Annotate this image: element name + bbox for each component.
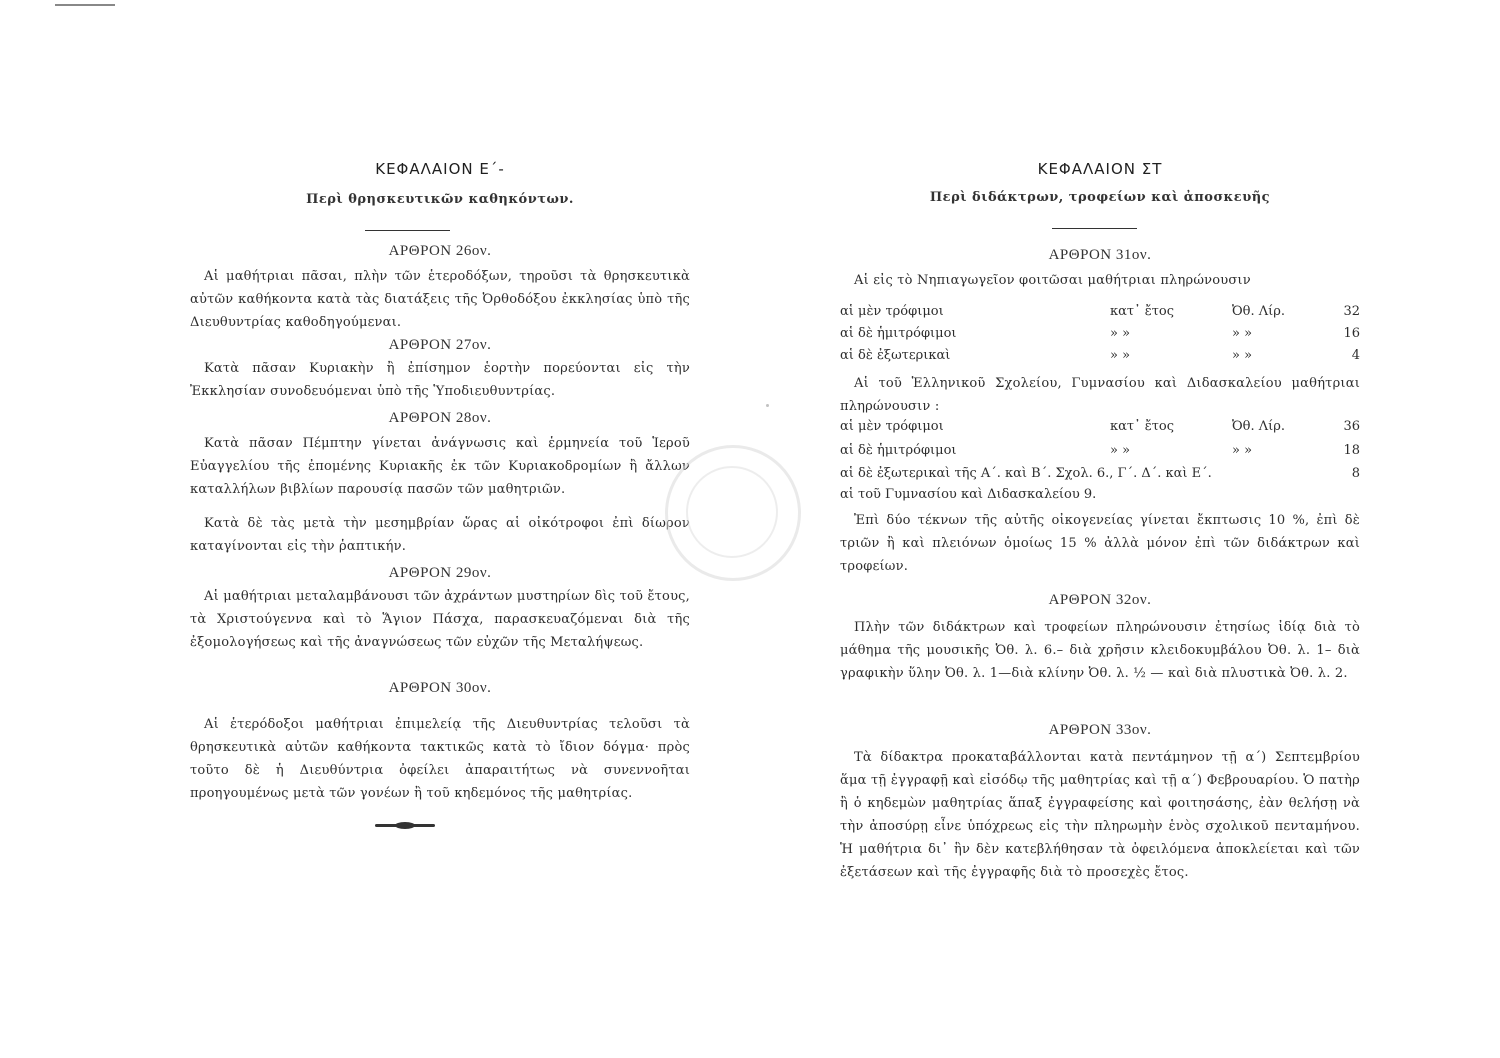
fee-row: [840, 487, 1360, 509]
fee-row: [840, 443, 1360, 465]
scan-edge-mark: [55, 4, 115, 6]
chapter-title: ΚΕΦΑΛΑΙΟΝ Ε΄-: [375, 160, 505, 178]
fee-period: κατ᾽ ἔτος: [1110, 304, 1175, 319]
chapter-subtitle: Περὶ διδάκτρων, τροφείων καὶ ἀποσκευῆς: [929, 190, 1271, 205]
fee-period: » »: [1110, 348, 1131, 363]
left-page: [190, 0, 690, 1058]
article-paragraph: Κατὰ πᾶσαν Πέμπτην γίνεται ἀνάγνωσις καὶ ἑρμηνεία τοῦ Ἱεροῦ Εὐαγγελίου τῆς ἐπομένης Κυριακῆς ἐκ τῶν Κυριακοδρομίων ἢ ἄλλων καταλλήλων βιβλίων παρουσίᾳ πασῶν τῶν μαθητριῶν.: [190, 436, 690, 497]
fee-row: [840, 466, 1360, 488]
fee-value: 16: [1343, 326, 1360, 341]
article-paragraph: Πλὴν τῶν διδάκτρων καὶ τροφείων πληρώνουσιν ἐτησίως ἰδίᾳ διὰ τὸ μάθημα τῆς μουσικῆς Ὀθ. λ. 6.– διὰ χρῆσιν κλειδοκυμβάλου Ὀθ. λ. 1– διὰ γραφικὴν ὕλην Ὀθ. λ. 1—διὰ κλίνην Ὀθ. λ. ½ — καὶ διὰ πλυστικὰ Ὀθ. λ. 2.: [840, 620, 1360, 681]
fee-label: αἱ μὲν τρόφιμοι: [840, 419, 944, 434]
fee-label: αἱ δὲ ἡμιτρόφιμοι: [840, 326, 957, 341]
article-title: ΑΡΘΡΟΝ 28ον.: [388, 410, 492, 426]
article-title: ΑΡΘΡΟΝ 31ον.: [1048, 247, 1152, 263]
title-rule: [365, 230, 450, 231]
fee-label: αἱ μὲν τρόφιμοι: [840, 304, 944, 319]
fee-label: αἱ τοῦ Γυμνασίου καὶ Διδασκαλείου 9.: [840, 487, 1097, 502]
article-title: ΑΡΘΡΟΝ 30ον.: [388, 680, 492, 696]
fee-label: αἱ δὲ ἐξωτερικαὶ τῆς Α΄. καὶ Β΄. Σχολ. 6., Γ΄. Δ΄. καὶ Ε΄.: [840, 466, 1212, 481]
article-title: ΑΡΘΡΟΝ 33ον.: [1048, 722, 1152, 738]
fee-period: κατ᾽ ἔτος: [1110, 419, 1175, 434]
article-paragraph: Αἱ ἑτερόδοξοι μαθήτριαι ἐπιμελείᾳ τῆς Διευθυντρίας τελοῦσι τὰ θρησκευτικὰ αὐτῶν καθήκοντα τακτικῶς κατὰ τὸ ἴδιον δόγμα· πρὸς τοῦτο δὲ ἡ Διευθύντρια ὀφείλει ἀπαραιτήτως νὰ συνεννοῆται προηγουμένως μετὰ τῶν γονέων ἢ τοῦ κηδεμόνος τῆς μαθητρίας.: [190, 717, 690, 801]
article-paragraph: Τὰ δίδακτρα προκαταβάλλονται κατὰ πεντάμηνον τῇ α΄) Σεπτεμβρίου ἅμα τῇ ἐγγραφῇ καὶ εἰσόδῳ τῆς μαθητρίας καὶ τῇ α΄) Φεβρουαρίου. Ὁ πατὴρ ἢ ὁ κηδεμὼν μαθητρίας ἅπαξ ἐγγραφείσης καὶ φοιτησάσης, ἐὰν θελήσῃ νὰ τὴν ἀποσύρῃ εἶνε ὑπόχρεως εἰς τὴν πληρωμὴν ἑνὸς σχολικοῦ πενταμήνου. Ἡ μαθήτρια δι᾽ ἣν δὲν κατεβλήθησαν τὰ ὀφειλόμενα ἀποκλείεται καὶ τῶν ἐξετάσεων καὶ τῆς ἐγγραφῆς διὰ τὸ προσεχὲς ἔτος.: [840, 750, 1360, 880]
fee-currency: » »: [1232, 326, 1253, 341]
fee-currency: » »: [1232, 348, 1253, 363]
scan-speck: [766, 404, 769, 407]
title-rule: [1052, 228, 1137, 229]
fee-period: » »: [1110, 326, 1131, 341]
article-title: ΑΡΘΡΟΝ 32ον.: [1048, 592, 1152, 608]
fee-value: 32: [1343, 304, 1360, 319]
article-paragraph: Αἱ μαθήτριαι πᾶσαι, πλὴν τῶν ἑτεροδόξων, τηροῦσι τὰ θρησκευτικὰ αὐτῶν καθήκοντα κατὰ τὰς διατάξεις τῆς Ὀρθοδόξου ἐκκλησίας ὑπὸ τῆς Διευθυντρίας καθοδηγούμεναι.: [190, 269, 690, 330]
end-ornament: [375, 824, 435, 827]
fee-currency: Ὀθ. Λίρ.: [1232, 304, 1286, 319]
right-page: [840, 0, 1360, 1058]
fee-label: αἱ δὲ ἡμιτρόφιμοι: [840, 443, 957, 458]
fee-value: 36: [1343, 419, 1360, 434]
chapter-subtitle: Περὶ θρησκευτικῶν καθηκόντων.: [306, 192, 574, 207]
fee-value: 8: [1351, 466, 1360, 481]
fee-currency: » »: [1232, 443, 1253, 458]
watermark-seal: [665, 445, 801, 581]
fee-value: 4: [1351, 348, 1360, 363]
fee-row: [840, 419, 1360, 441]
article-paragraph: Αἱ τοῦ Ἑλληνικοῦ Σχολείου, Γυμνασίου καὶ Διδασκαλείου μαθήτριαι πληρώνουσιν :: [840, 376, 1360, 414]
fee-value: 18: [1343, 443, 1360, 458]
fee-label: αἱ δὲ ἐξωτερικαὶ: [840, 348, 951, 363]
fee-row: [840, 326, 1360, 348]
article-paragraph: Κατὰ πᾶσαν Κυριακὴν ἢ ἐπίσημον ἑορτὴν πορεύονται εἰς τὴν Ἐκκλησίαν συνοδευόμεναι ὑπὸ τῆς Ὑποδιευθυντρίας.: [190, 361, 690, 399]
article-title: ΑΡΘΡΟΝ 27ον.: [388, 337, 492, 353]
article-paragraph: Αἱ μαθήτριαι μεταλαμβάνουσι τῶν ἀχράντων μυστηρίων δὶς τοῦ ἔτους, τὰ Χριστούγεννα καὶ τὸ Ἅγιον Πάσχα, παρασκευαζόμεναι διὰ τῆς ἐξομολογήσεως καὶ τῆς ἀναγνώσεως τῶν εὐχῶν τῆς Μεταλήψεως.: [190, 589, 690, 650]
chapter-title: ΚΕΦΑΛΑΙΟΝ ΣΤ: [1037, 160, 1163, 178]
article-title: ΑΡΘΡΟΝ 29ον.: [388, 565, 492, 581]
fee-row: [840, 348, 1360, 370]
article-title: ΑΡΘΡΟΝ 26ον.: [388, 243, 492, 259]
article-paragraph: Αἱ εἰς τὸ Νηπιαγωγεῖον φοιτῶσαι μαθήτριαι πληρώνουσιν: [854, 273, 1251, 288]
fee-row: [840, 304, 1360, 326]
article-paragraph: Κατὰ δὲ τὰς μετὰ τὴν μεσημβρίαν ὥρας αἱ οἰκότροφοι ἐπὶ δίωρον καταγίνονται εἰς τὴν ῥαπτικήν.: [190, 516, 690, 554]
fee-period: » »: [1110, 443, 1131, 458]
article-paragraph: Ἐπὶ δύο τέκνων τῆς αὐτῆς οἰκογενείας γίνεται ἔκπτωσις 10 %, ἐπὶ δὲ τριῶν ἢ καὶ πλειόνων ὁμοίως 15 % ἀλλὰ μόνον ἐπὶ τῶν διδάκτρων καὶ τροφείων.: [840, 513, 1360, 574]
fee-currency: Ὀθ. Λίρ.: [1232, 419, 1286, 434]
